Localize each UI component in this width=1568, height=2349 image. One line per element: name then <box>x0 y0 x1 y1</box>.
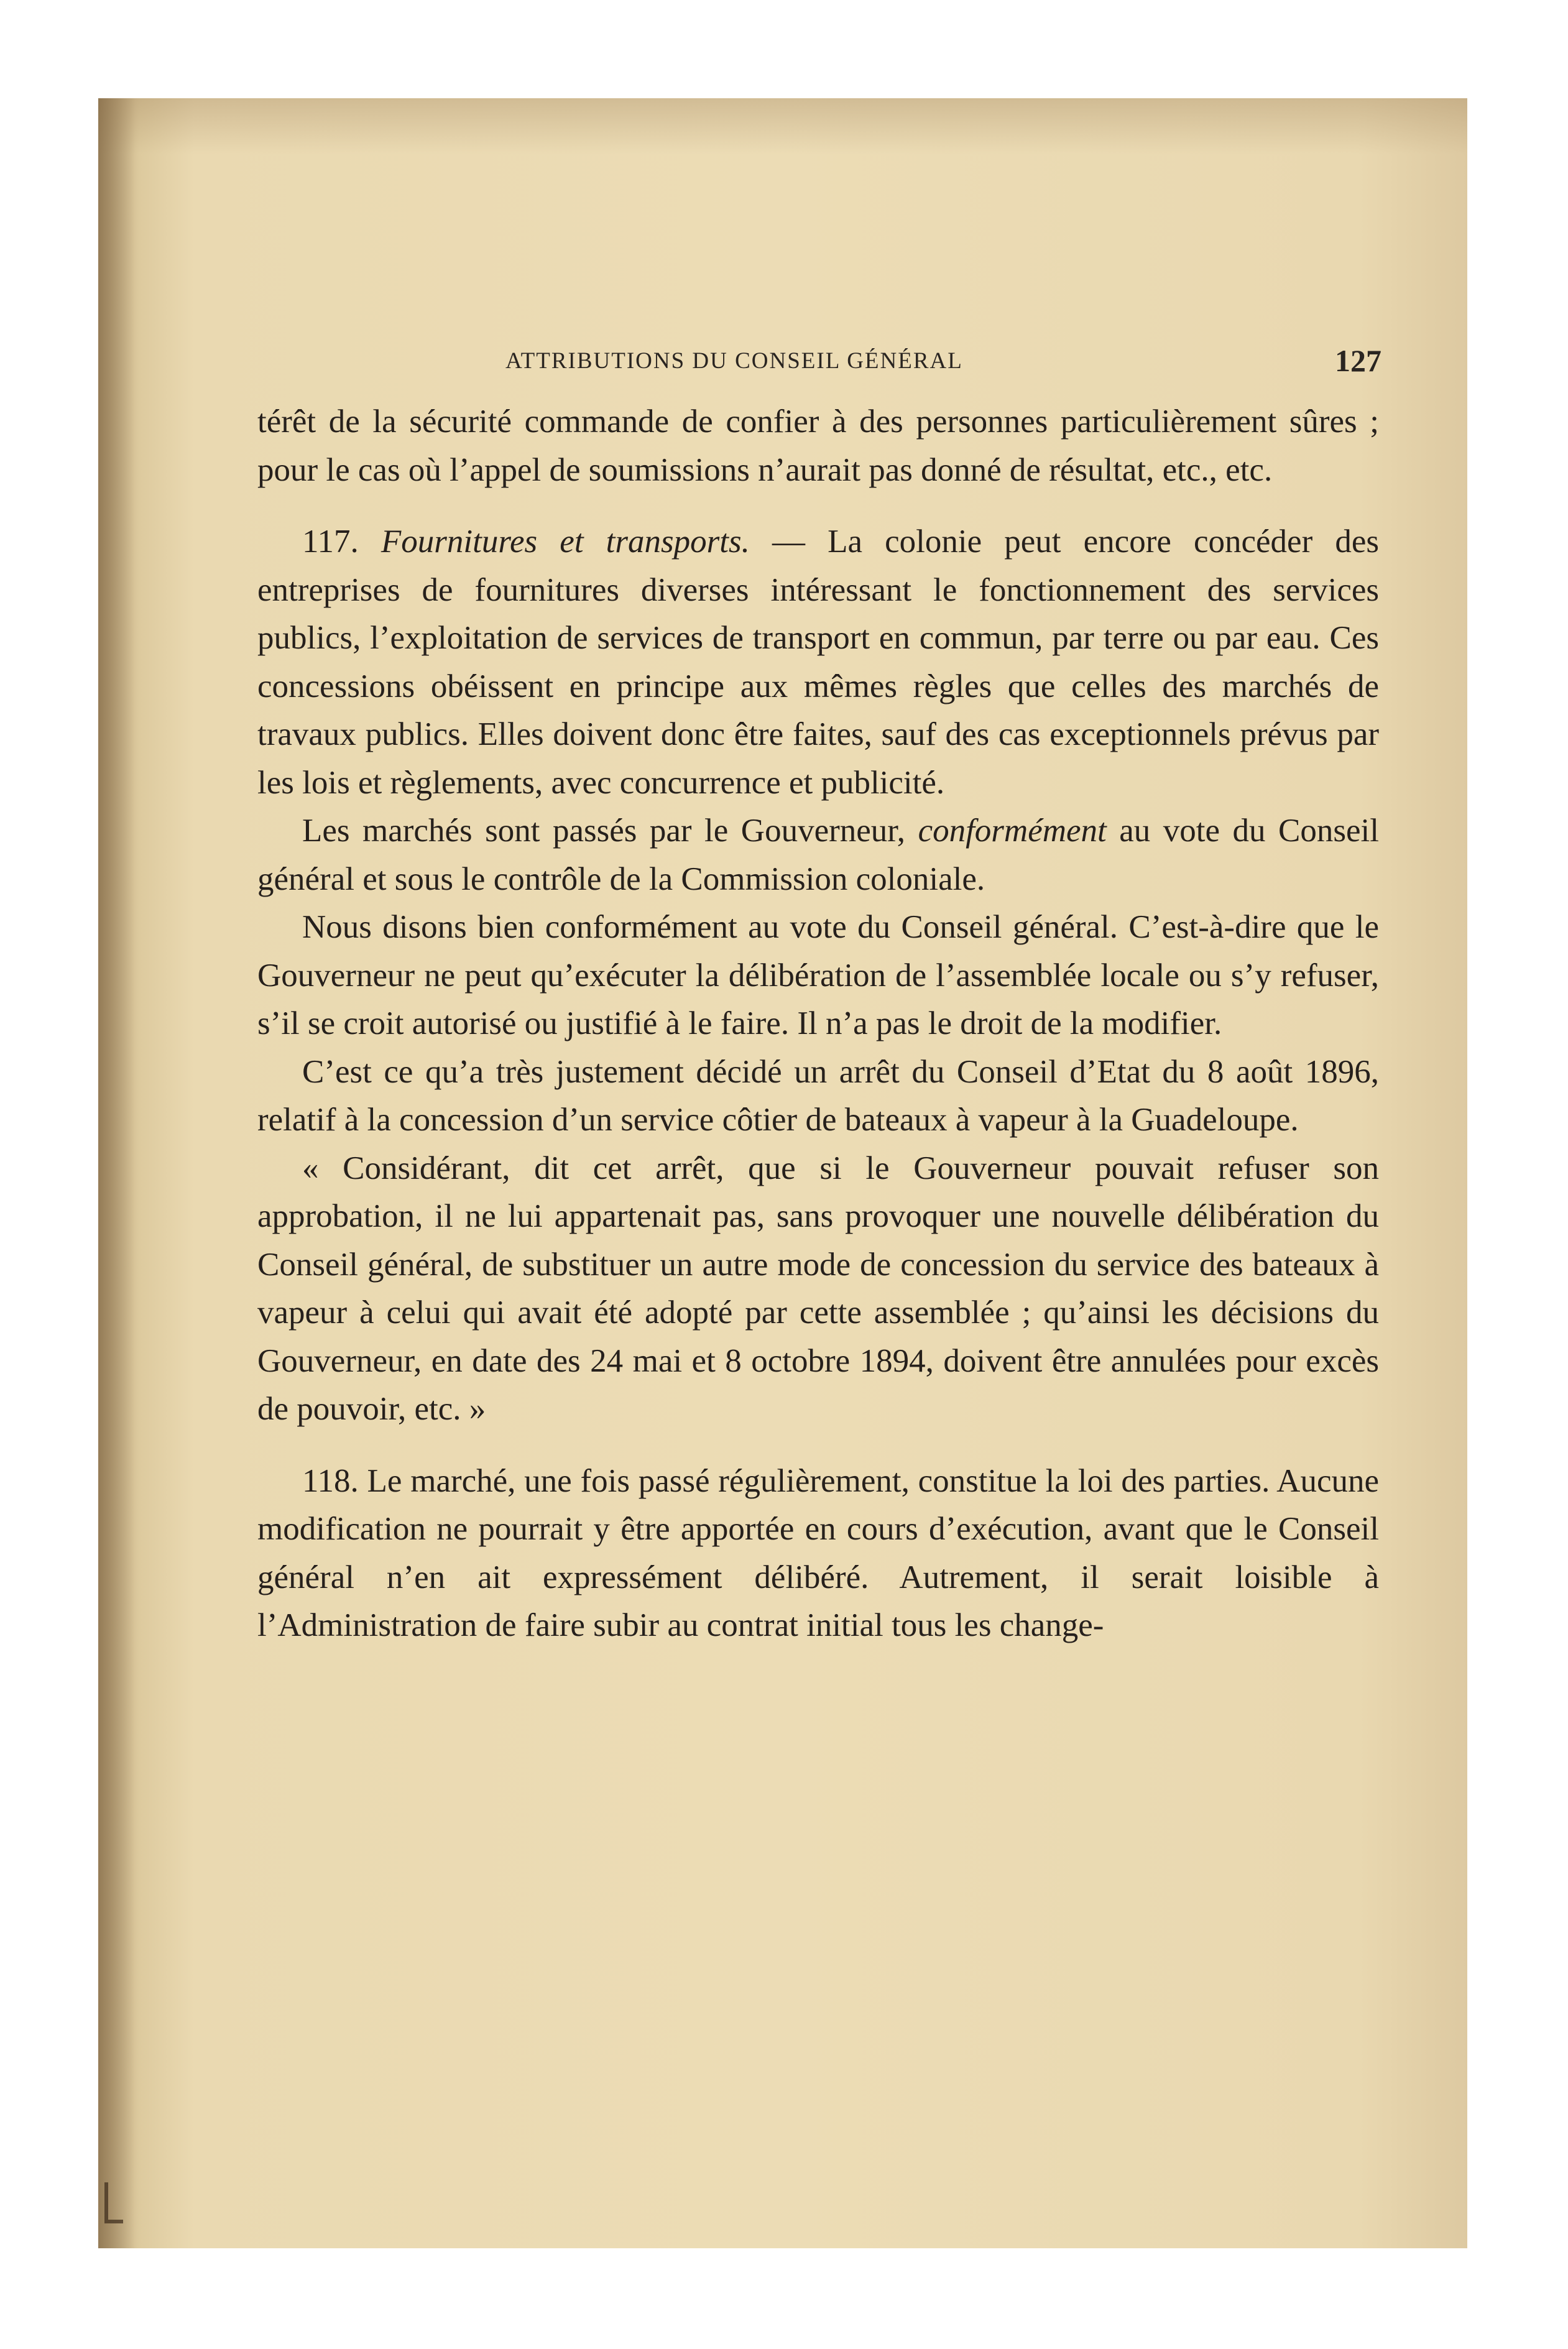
section-heading: Fournitures et transports. <box>380 524 750 560</box>
paragraph-text: Le marché, une fois passé régulièrement, constitue la loi des parties. Aucune modification ne pourrait y être apportée en cours d’exécution, avant que le Conseil général n’en ait expressément délibéré. Autrement, il serait loisible à l’Administration de faire subir au contrat initial tous les change- <box>257 1462 1379 1643</box>
paragraph-text: « Considérant, dit cet arrêt, que si le Gouverneur pouvait refuser son approbation, il ne lui appartenait pas, sans provoquer une nouvelle délibération du Conseil général, de substituer un autre mode de concession du service des bateaux à vapeur à celui qui avait été adopté par cette assemblée ; qu’ainsi les décisions du Gouverneur, en date des 24 mai et 8 octobre 1894, doivent être annulées pour excès de pouvoir, etc. » <box>257 1150 1379 1427</box>
section-number: 117. <box>302 524 359 560</box>
paragraph-text: Nous disons bien conformément au vote du Conseil général. C’est-à-dire que le Gouverneur ne peut qu’exécuter la délibération de l’assemblée locale ou s’y refuser, s’il se croit autorisé ou justifié à le faire. Il n’a pas le droit de la modifier. <box>257 909 1379 1041</box>
paragraph-text: — La colonie peut encore concéder des entreprises de fournitures diverses intéressant le fonctionnement des services publics, l’exploitation de services de transport en commun, par terre ou par eau. Ces concessions obéissent en principe aux mêmes règles que celles des marchés de travaux publics. Elles doivent donc être faites, sauf des cas exceptionnels prévus par les lois et règlements, avec concurrence et publicité. <box>257 524 1380 801</box>
scanned-page <box>98 98 1467 2248</box>
spine-shadow <box>98 98 136 2248</box>
page-top-shadow <box>98 98 1467 154</box>
page-number: 127 <box>1335 343 1381 378</box>
paragraph-text: au vote du Conseil général et sous le contrôle de la Commission coloniale. <box>257 813 1379 897</box>
section-117 <box>257 518 1379 807</box>
emphasis-text: conformément <box>918 813 1107 849</box>
section-118 <box>257 1457 1379 1650</box>
paragraph-continuation <box>257 398 1379 494</box>
running-title: ATTRIBUTIONS DU CONSEIL GÉNÉRAL <box>505 348 963 374</box>
paragraph-text: térêt de la sécurité commande de confier à des personnes particulièrement sûres ; pour le cas où l’appel de soumissions n’aurait pas donné de résultat, etc., etc. <box>257 404 1379 488</box>
paragraph <box>257 807 1379 903</box>
body-text <box>257 398 1379 1650</box>
binding-mark <box>104 2182 123 2223</box>
paragraph-text: C’est ce qu’a très justement décidé un arrêt du Conseil d’Etat du 8 août 1896, relatif à la concession d’un service côtier de bateaux à vapeur à la Guadeloupe. <box>257 1053 1379 1138</box>
paragraph <box>257 1048 1379 1145</box>
quotation-paragraph <box>257 1145 1379 1434</box>
section-number: 118. <box>302 1462 359 1499</box>
paragraph <box>257 903 1379 1048</box>
paragraph-text: Les marchés sont passés par le Gouverneur, <box>302 813 918 849</box>
running-head <box>98 343 1467 380</box>
